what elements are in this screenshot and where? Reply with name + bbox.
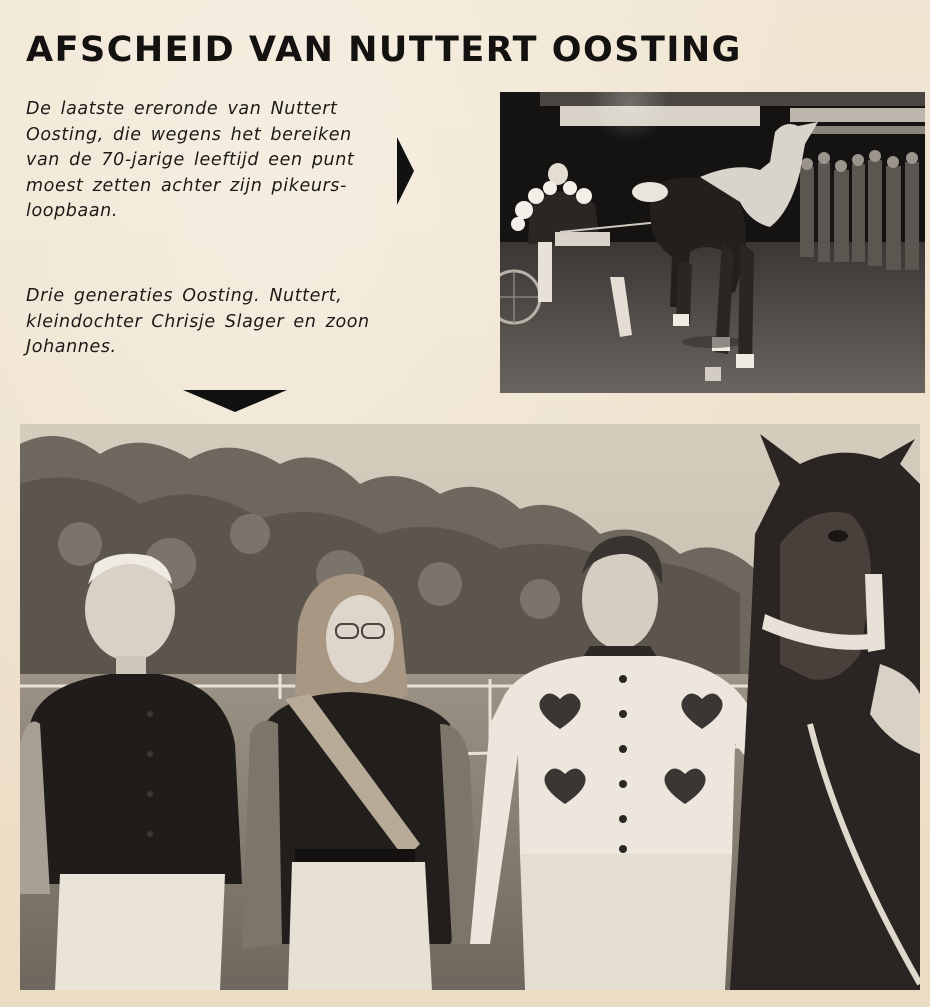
triangle-down-icon [183,390,287,412]
headline: AFSCHEID VAN NUTTERT OOSTING [26,30,742,70]
caption-bottom-photo: Drie generaties Oosting. Nuttert, kleindochter Chrisje Slager en zoon Johannes. [26,286,370,357]
photo-lap-of-honour [500,92,925,393]
photo-three-generations [20,424,920,990]
caption-top-photo: De laatste ereronde van Nuttert Oosting, die wegens het bereiken van de 70-jarige leeftijd een punt moest zetten achter zijn pikeursloopbaan. [26,99,355,221]
triangle-right-icon [397,137,414,205]
